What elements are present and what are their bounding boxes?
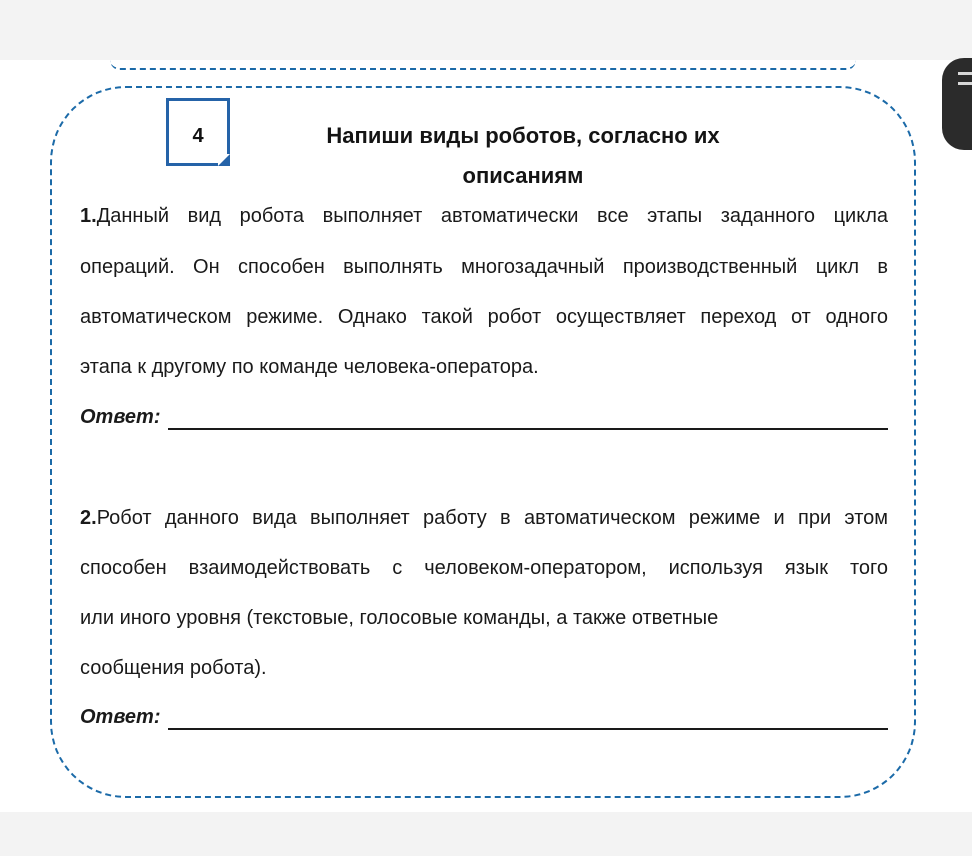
corner-menu-tab[interactable] bbox=[942, 58, 972, 150]
q2-answer-line[interactable] bbox=[168, 728, 888, 730]
q1-line-1 bbox=[80, 205, 888, 228]
q1-answer bbox=[80, 406, 888, 434]
q1-answer-line[interactable] bbox=[168, 428, 888, 430]
q1-line-4: этапа к другому по команде человека-оператора. bbox=[80, 356, 539, 378]
folded-corner bbox=[218, 154, 230, 166]
previous-frame-edge bbox=[110, 60, 856, 70]
q1-text-1: Данный вид робота выполняет автоматически все этапы заданного цикла bbox=[96, 205, 888, 227]
q2-line-1 bbox=[80, 507, 888, 530]
task-title bbox=[250, 116, 796, 196]
q2-number: 2. bbox=[80, 507, 97, 529]
q1-number: 1. bbox=[80, 205, 97, 227]
task-number: 4 bbox=[192, 125, 204, 147]
q2-line-4: сообщения робота). bbox=[80, 657, 267, 679]
q2-answer-label: Ответ: bbox=[80, 706, 161, 728]
q2-answer bbox=[80, 706, 888, 734]
q2-line-3: или иного уровня (текстовые, голосовые команды, а также ответные bbox=[80, 607, 719, 629]
q2-line-2: способен взаимодействовать с человеком-оператором, используя язык того bbox=[80, 557, 888, 579]
q1-answer-label: Ответ: bbox=[80, 406, 161, 428]
task-title-line-2: описаниям bbox=[462, 163, 584, 188]
task-number-box bbox=[166, 98, 230, 166]
q1-line-2: операций. Он способен выполнять многозадачный производственный цикл в bbox=[80, 256, 888, 278]
q1-line-3: автоматическом режиме. Однако такой робот осуществляет переход от одного bbox=[80, 306, 888, 328]
task-title-line-1: Напиши виды роботов, согласно их bbox=[326, 123, 720, 148]
q2-text-1: Робот данного вида выполняет работу в автоматическом режиме и при этом bbox=[96, 507, 888, 529]
bottom-margin bbox=[0, 812, 972, 856]
